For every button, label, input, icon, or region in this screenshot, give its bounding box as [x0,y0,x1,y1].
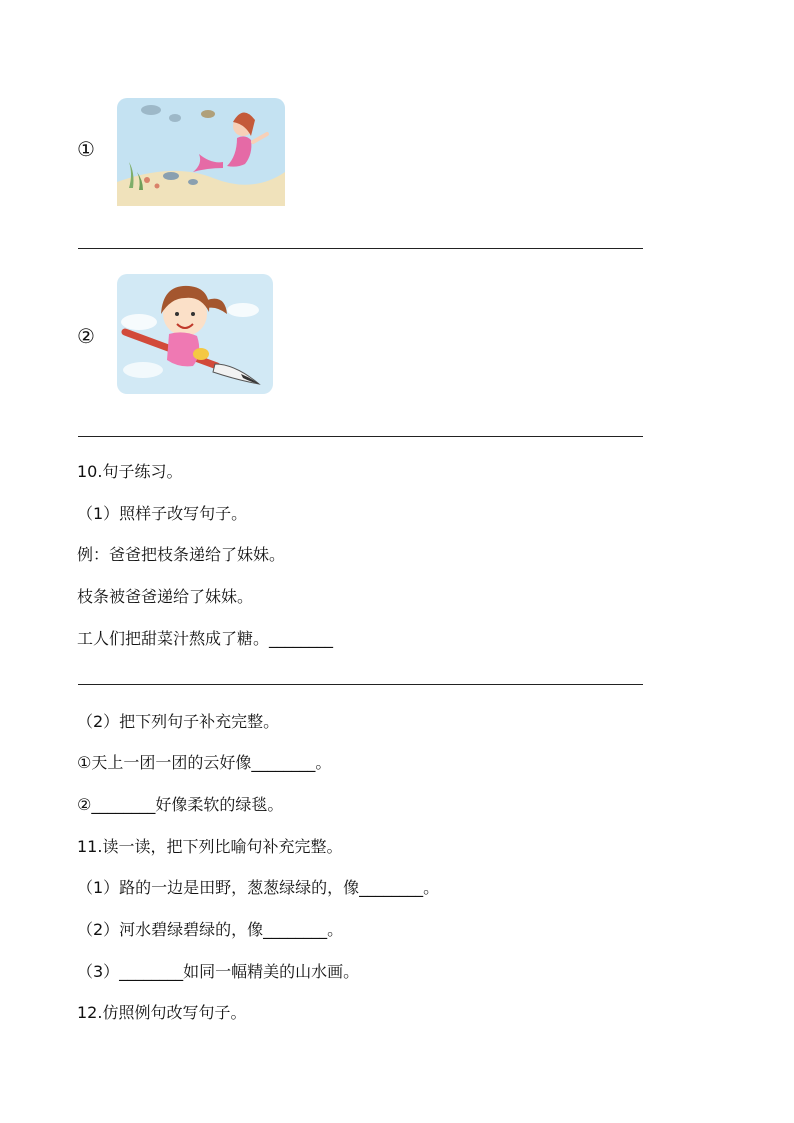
answer-line-3[interactable] [78,684,643,685]
question-10-title: 10.句子练习。 [77,462,183,481]
girl-on-brush-illustration [113,270,275,398]
fill-blank-sentence-1: ①天上一团一团的云好像________。 [77,753,332,772]
girl-flying-brush-picture [113,270,275,398]
question-10-part-2: （2）把下列句子补充完整。 [77,712,280,731]
mermaid-illustration [113,92,291,212]
fill-blank-sentence-2: ②________好像柔软的绿毯。 [77,795,284,814]
rewrite-task: 工人们把甜菜汁熬成了糖。________ [77,629,334,648]
picture-1-marker: ① [77,137,95,161]
example-answer: 枝条被爸爸递给了妹妹。 [77,587,254,606]
answer-line-1[interactable] [78,248,643,249]
question-11-title: 11.读一读，把下列比喻句补充完整。 [77,837,343,856]
answer-line-2[interactable] [78,436,643,437]
simile-sentence-3: （3）________如同一幅精美的山水画。 [77,962,360,981]
example-sentence: 例：爸爸把枝条递给了妹妹。 [77,545,286,564]
simile-sentence-1: （1）路的一边是田野，葱葱绿绿的，像________。 [77,878,440,897]
simile-sentence-2: （2）河水碧绿碧绿的，像________。 [77,920,344,939]
question-10-part-1: （1）照样子改写句子。 [77,504,248,523]
picture-2-marker: ② [77,324,95,348]
question-12-title: 12.仿照例句改写句子。 [77,1003,247,1022]
mermaid-underwater-picture [113,92,291,212]
